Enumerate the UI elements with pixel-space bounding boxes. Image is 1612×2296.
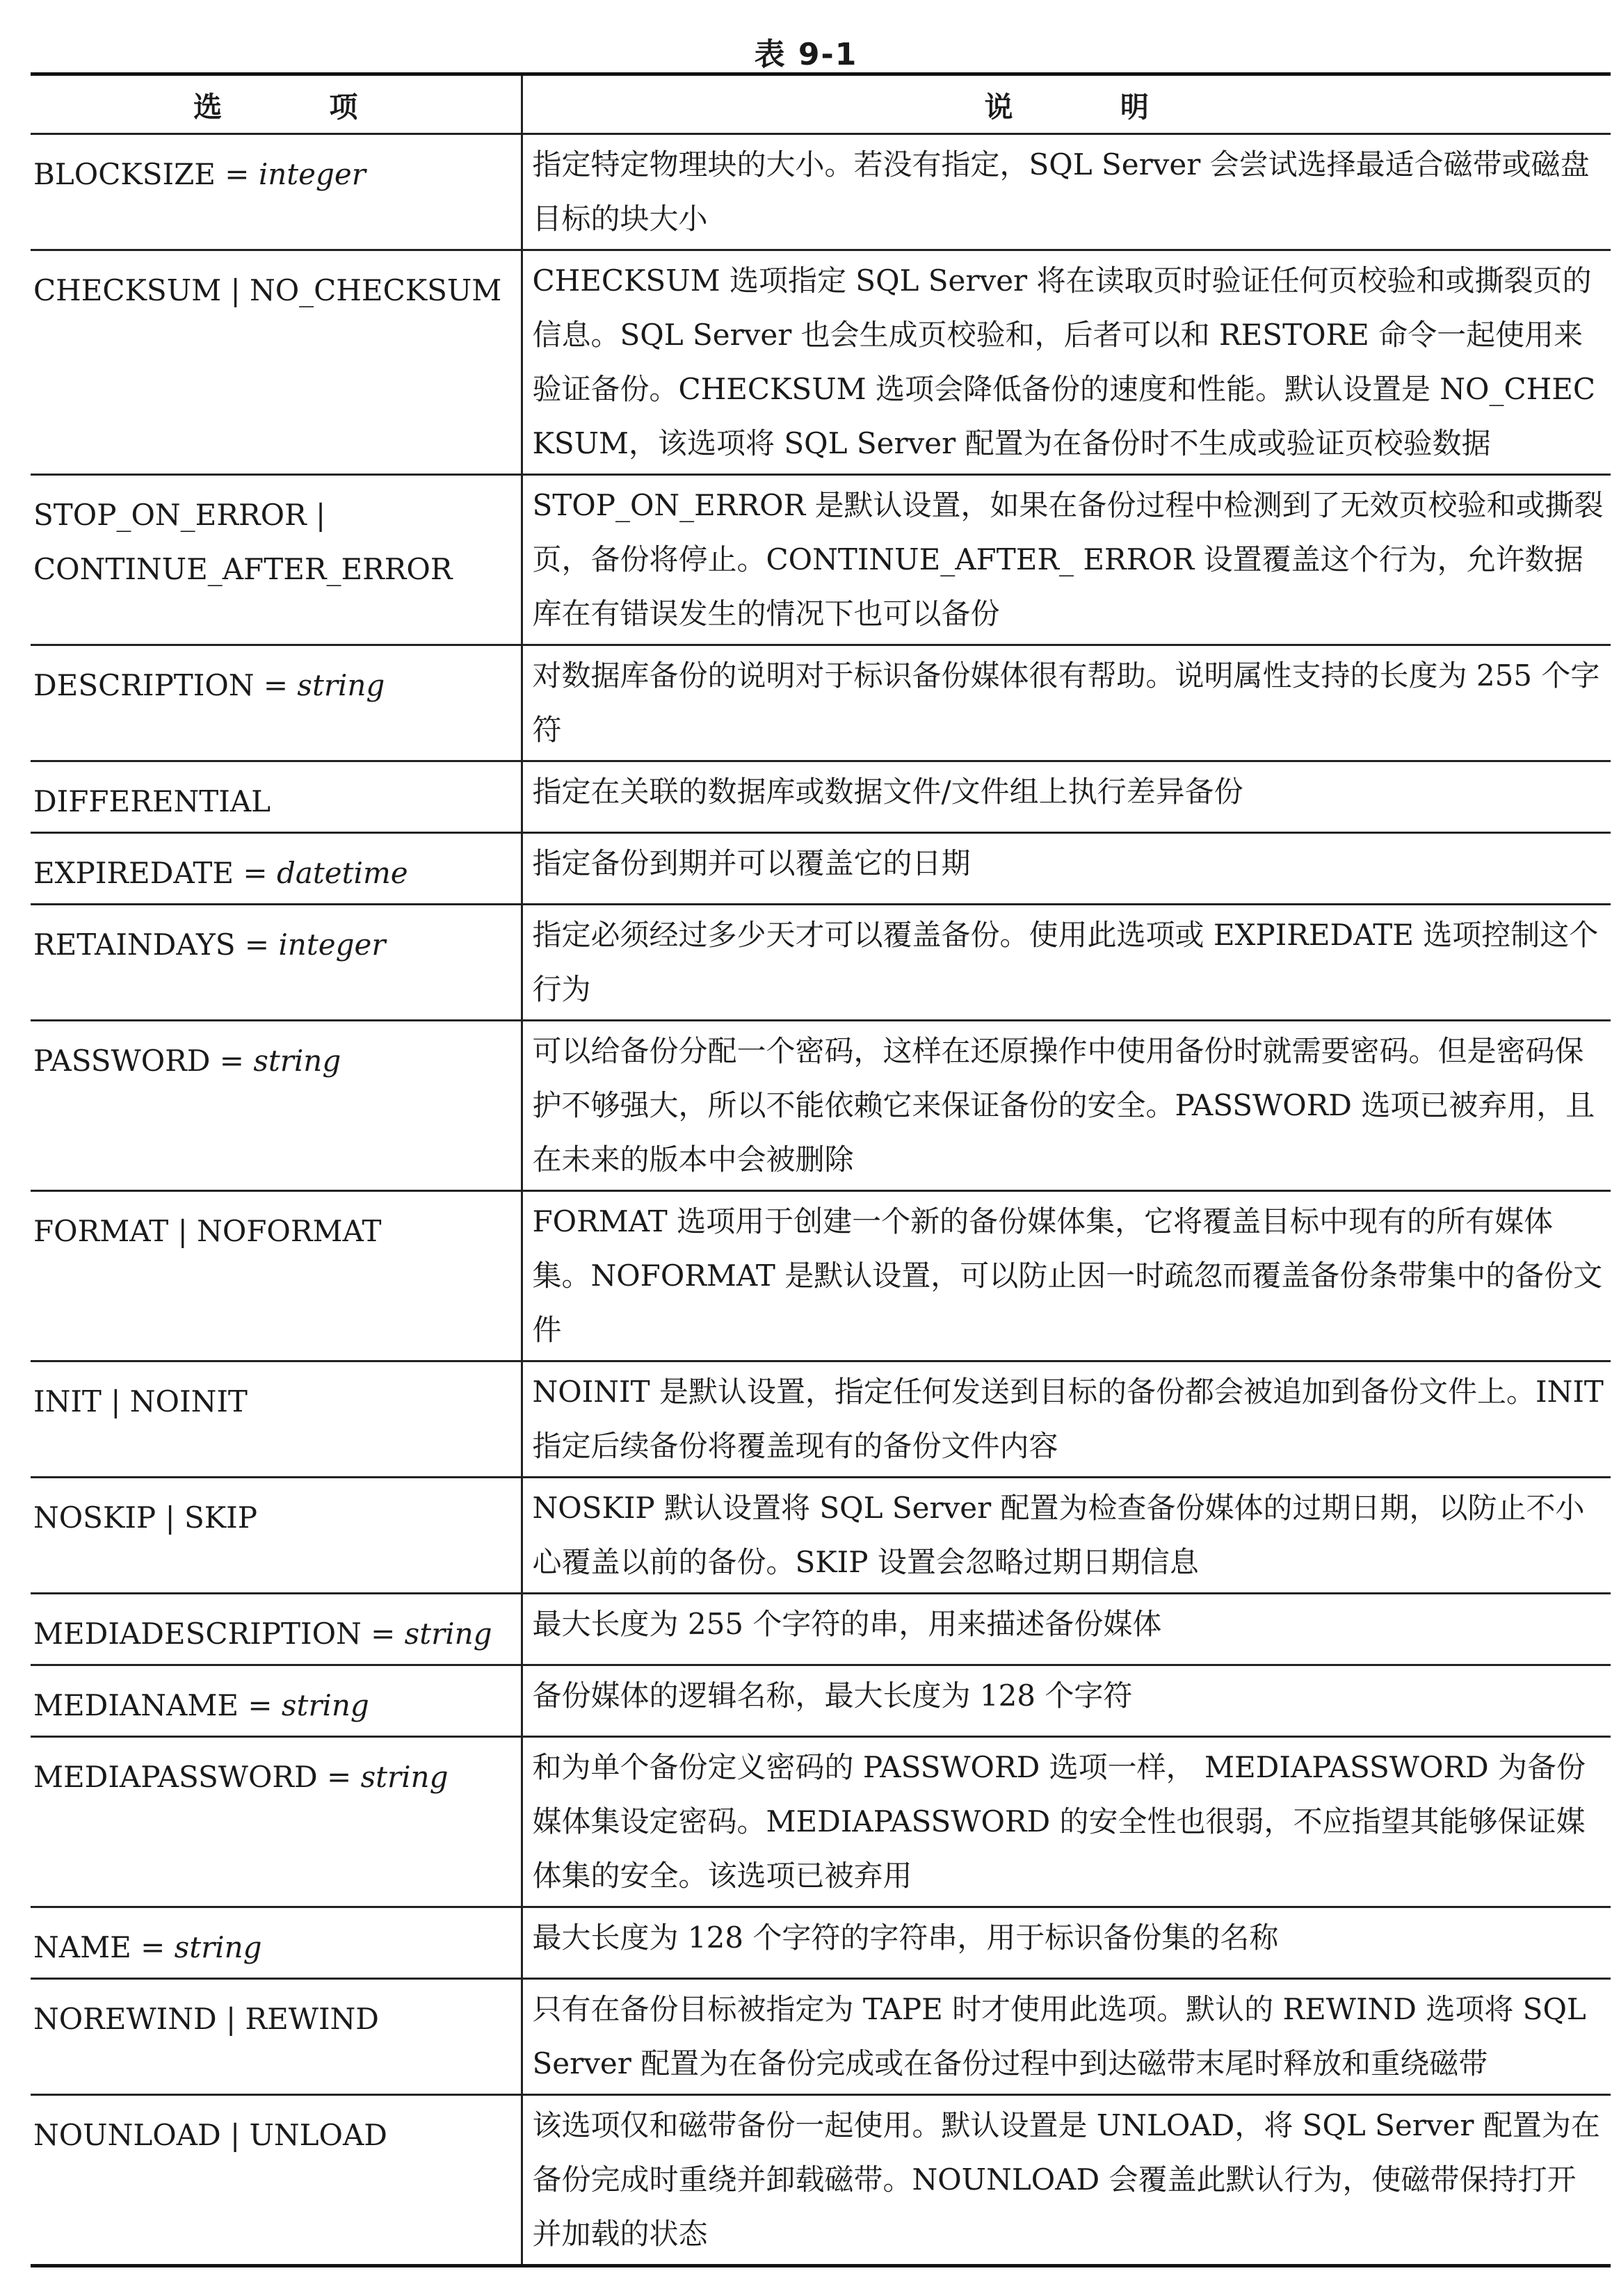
- option-cell: [31, 134, 522, 250]
- description-cell: 对数据库备份的说明对于标识备份媒体很有帮助。说明属性支持的长度为 255 个字符: [522, 645, 1611, 761]
- description-cell: 指定在关联的数据库或数据文件/文件组上执行差异备份: [522, 761, 1611, 833]
- table-row: [31, 134, 1611, 250]
- description-cell: 只有在备份目标被指定为 TAPE 时才使用此选项。默认的 REWIND 选项将 SQL Server 配置为在备份完成或在备份过程中到达磁带末尾时释放和重绕磁带: [522, 1979, 1611, 2095]
- option-name: FORMAT | NOFORMAT: [33, 1214, 382, 1248]
- option-argument: string: [281, 1688, 369, 1722]
- description-cell: 指定必须经过多少天才可以覆盖备份。使用此选项或 EXPIREDATE 选项控制这个行为: [522, 905, 1611, 1021]
- header-description: 说 明: [522, 74, 1611, 134]
- option-name: RETAINDAYS =: [33, 928, 279, 962]
- table-row: [31, 1979, 1611, 2095]
- option-name: DESCRIPTION =: [33, 668, 298, 702]
- table-caption: 表 9-1: [754, 37, 858, 72]
- description-cell: 可以给备份分配一个密码，这样在还原操作中使用备份时就需要密码。但是密码保护不够强大，所以不能依赖它来保证备份的安全。PASSWORD 选项已被弃用，且在未来的版本中会被删除: [522, 1021, 1611, 1191]
- table-row: [31, 475, 1611, 645]
- option-name: PASSWORD =: [33, 1044, 254, 1078]
- option-name: NOREWIND | REWIND: [33, 2002, 379, 2036]
- option-name: NOUNLOAD | UNLOAD: [33, 2118, 387, 2152]
- option-cell: [31, 1478, 522, 1594]
- table-row: [31, 2095, 1611, 2266]
- table-row: [31, 1907, 1611, 1979]
- description-cell: FORMAT 选项用于创建一个新的备份媒体集，它将覆盖目标中现有的所有媒体集。NOFORMAT 是默认设置，可以防止因一时疏忽而覆盖备份条带集中的备份文件: [522, 1191, 1611, 1361]
- table-row: [31, 1191, 1611, 1361]
- option-name: INIT | NOINIT: [33, 1384, 248, 1418]
- option-name: MEDIAPASSWORD =: [33, 1760, 361, 1794]
- option-name: MEDIADESCRIPTION =: [33, 1617, 405, 1651]
- option-argument: string: [174, 1930, 262, 1964]
- description-cell: 最大长度为 128 个字符的字符串，用于标识备份集的名称: [522, 1907, 1611, 1979]
- option-cell: [31, 250, 522, 475]
- option-argument: integer: [278, 928, 386, 962]
- option-name: MEDIANAME =: [33, 1688, 282, 1722]
- option-name-line2: CONTINUE_AFTER_ERROR: [33, 552, 453, 586]
- option-cell: [31, 905, 522, 1021]
- table-row: [31, 1361, 1611, 1478]
- option-name: BLOCKSIZE =: [33, 157, 259, 191]
- option-name: NAME =: [33, 1930, 175, 1964]
- option-cell: [31, 1665, 522, 1737]
- table-row: [31, 1737, 1611, 1907]
- option-cell: [31, 1594, 522, 1665]
- option-name: CHECKSUM | NO_CHECKSUM: [33, 273, 502, 307]
- description-cell: 备份媒体的逻辑名称，最大长度为 128 个字符: [522, 1665, 1611, 1737]
- description-cell: NOINIT 是默认设置，指定任何发送到目标的备份都会被追加到备份文件上。INIT 指定后续备份将覆盖现有的备份文件内容: [522, 1361, 1611, 1478]
- table-header-row: [31, 74, 1611, 134]
- description-cell: CHECKSUM 选项指定 SQL Server 将在读取页时验证任何页校验和或撕裂页的信息。SQL Server 也会生成页校验和，后者可以和 RESTORE 命令一起使用来验证备份。CHECKSUM 选项会降低备份的速度和性能。默认设置是 NO_CHECKSUM，该选项将 SQL Server 配置为在备份时不生成或验证页校验数据: [522, 250, 1611, 475]
- description-cell: NOSKIP 默认设置将 SQL Server 配置为检查备份媒体的过期日期，以防止不小心覆盖以前的备份。SKIP 设置会忽略过期日期信息: [522, 1478, 1611, 1594]
- description-cell: 最大长度为 255 个字符的串，用来描述备份媒体: [522, 1594, 1611, 1665]
- option-cell: [31, 833, 522, 905]
- option-argument: string: [360, 1760, 449, 1794]
- table-row: [31, 250, 1611, 475]
- option-cell: [31, 1021, 522, 1191]
- option-cell: [31, 1737, 522, 1907]
- option-name: DIFFERENTIAL: [33, 784, 271, 818]
- option-argument: string: [404, 1617, 492, 1651]
- table-row: [31, 1594, 1611, 1665]
- table-row: [31, 761, 1611, 833]
- table-row: [31, 1478, 1611, 1594]
- description-cell: 指定备份到期并可以覆盖它的日期: [522, 833, 1611, 905]
- option-cell: [31, 1979, 522, 2095]
- option-name: STOP_ON_ERROR |: [33, 498, 326, 532]
- option-cell: [31, 761, 522, 833]
- option-cell: [31, 475, 522, 645]
- header-option: 选 项: [31, 74, 522, 134]
- options-table: [31, 72, 1611, 2267]
- description-cell: STOP_ON_ERROR 是默认设置，如果在备份过程中检测到了无效页校验和或撕裂页，备份将停止。CONTINUE_AFTER_ ERROR 设置覆盖这个行为，允许数据库在有错误发生的情况下也可以备份: [522, 475, 1611, 645]
- table-body: [31, 134, 1611, 2266]
- option-argument: datetime: [276, 856, 408, 890]
- option-cell: [31, 1361, 522, 1478]
- option-cell: [31, 645, 522, 761]
- option-name: NOSKIP | SKIP: [33, 1501, 258, 1535]
- table-row: [31, 1665, 1611, 1737]
- description-cell: 指定特定物理块的大小。若没有指定，SQL Server 会尝试选择最适合磁带或磁盘目标的块大小: [522, 134, 1611, 250]
- option-argument: integer: [258, 157, 366, 191]
- description-cell: 和为单个备份定义密码的 PASSWORD 选项一样， MEDIAPASSWORD 为备份媒体集设定密码。MEDIAPASSWORD 的安全性也很弱，不应指望其能够保证媒体集的安全。该选项已被弃用: [522, 1737, 1611, 1907]
- option-argument: string: [297, 668, 385, 702]
- option-cell: [31, 1191, 522, 1361]
- table-row: [31, 1021, 1611, 1191]
- option-argument: string: [253, 1044, 341, 1078]
- table-row: [31, 833, 1611, 905]
- table-row: [31, 645, 1611, 761]
- option-name: EXPIREDATE =: [33, 856, 277, 890]
- description-cell: 该选项仅和磁带备份一起使用。默认设置是 UNLOAD，将 SQL Server 配置为在备份完成时重绕并卸载磁带。NOUNLOAD 会覆盖此默认行为，使磁带保持打开并加载的状态: [522, 2095, 1611, 2266]
- option-cell: [31, 1907, 522, 1979]
- option-cell: [31, 2095, 522, 2266]
- table-row: [31, 905, 1611, 1021]
